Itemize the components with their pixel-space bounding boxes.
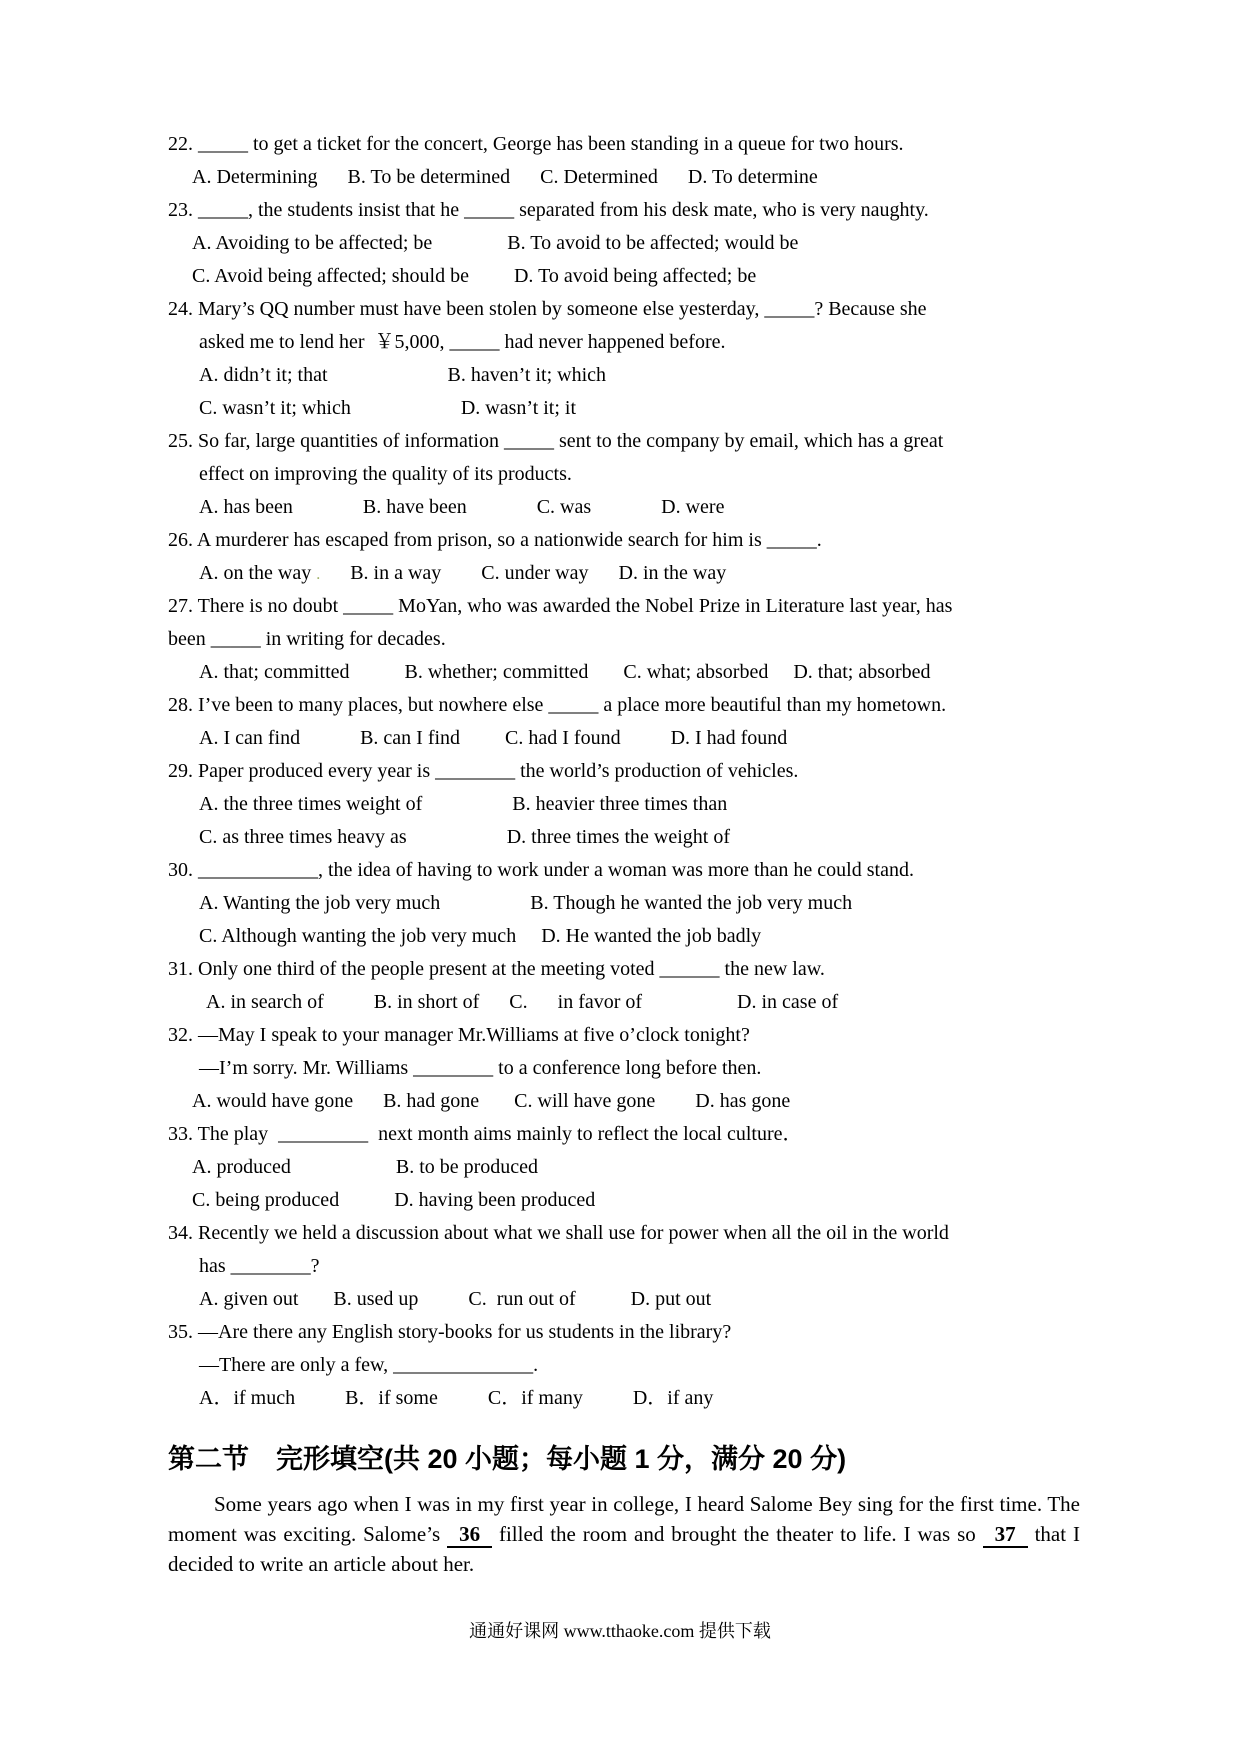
line-text: 22. _____ to get a ticket for the concert, George has been standing in a queue for two hours. (168, 133, 904, 155)
line-text: A. given out B. used up C. run out of D. put out (199, 1288, 712, 1310)
line-text: C. being produced D. having been produced (192, 1189, 596, 1211)
text-line (168, 227, 1080, 260)
text-line (168, 458, 1080, 491)
line-text: 32. —May I speak to your manager Mr.Williams at five o’clock tonight? (168, 1024, 750, 1046)
text-line (168, 1316, 1080, 1349)
text-line (168, 722, 1080, 755)
stray-mark: . (316, 566, 321, 583)
line-text: 23. _____, the students insist that he _____ separated from his desk mate, who is very naughty. (168, 199, 929, 221)
line-text: 28. I’ve been to many places, but nowhere else _____ a place more beautiful than my hometown. (168, 694, 947, 716)
cloze-text-post: that I decided to write an article about her. (168, 1522, 1080, 1576)
line-text: 26. A murderer has escaped from prison, so a nationwide search for him is _____. (168, 529, 822, 551)
text-line (168, 293, 1080, 326)
line-text: B. in a way C. under way D. in the way (320, 562, 727, 584)
text-line (168, 1349, 1080, 1382)
cloze-blank-37: 37 (983, 1522, 1028, 1548)
line-text: A. in search of B. in short of C. in favor of D. in case of (206, 991, 839, 1013)
text-line (168, 392, 1080, 425)
text-line (168, 491, 1080, 524)
text-line (168, 920, 1080, 953)
line-text: A. I can find B. can I find C. had I found D. I had found (199, 727, 788, 749)
line-text: C. as three times heavy as D. three times the weight of (199, 826, 730, 848)
text-line (168, 1250, 1080, 1283)
text-line (168, 854, 1080, 887)
text-line (168, 1382, 1080, 1415)
line-text: A. would have gone B. had gone C. will have gone D. has gone (192, 1090, 791, 1112)
line-text: A. produced B. to be produced (192, 1156, 539, 1178)
line-text: effect on improving the quality of its products. (199, 463, 572, 485)
text-line (168, 953, 1080, 986)
text-line (168, 128, 1080, 161)
text-line (168, 1085, 1080, 1118)
line-text: C. Avoid being affected; should be D. To avoid being affected; be (192, 265, 757, 287)
page-footer: 通通好课网 www.tthaoke.com 提供下载 (469, 1621, 771, 1641)
text-line (168, 1184, 1080, 1217)
line-text: A．if much B．if some C．if many D．if any (199, 1387, 714, 1409)
text-line (168, 1118, 1080, 1151)
line-text: 25. So far, large quantities of information _____ sent to the company by email, which has a great (168, 430, 944, 452)
line-text: 29. Paper produced every year is ________ the world’s production of vehicles. (168, 760, 799, 782)
text-line (168, 788, 1080, 821)
cloze-blank-36: 36 (447, 1522, 492, 1548)
line-text: A. that; committed B. whether; committed C. what; absorbed D. that; absorbed (199, 661, 931, 683)
text-line (168, 1283, 1080, 1316)
line-text: asked me to lend her ￥5,000, _____ had never happened before. (199, 331, 726, 353)
line-text: C. wasn’t it; which D. wasn’t it; it (199, 397, 577, 419)
line-text: —I’m sorry. Mr. Williams ________ to a conference long before then. (199, 1057, 762, 1079)
question-list (168, 128, 1080, 1415)
text-line (168, 1019, 1080, 1052)
text-line (168, 326, 1080, 359)
line-text: A. has been B. have been C. was D. were (199, 496, 725, 518)
text-line (168, 755, 1080, 788)
line-text: A. Wanting the job very much B. Though he wanted the job very much (199, 892, 853, 914)
exam-page-content (168, 128, 1080, 1579)
line-text: A. Avoiding to be affected; be B. To avoid to be affected; would be (192, 232, 799, 254)
cloze-text-pre: Some years ago when I was in my first year in college, I heard Salome Bey sing for the first time. The moment was exciting. Salome’s (168, 1492, 1080, 1546)
line-text: A. Determining B. To be determined C. Determined D. To determine (192, 166, 818, 188)
line-text: A. didn’t it; that B. haven’t it; which (199, 364, 607, 386)
line-text: been _____ in writing for decades. (168, 628, 446, 650)
text-line (168, 1217, 1080, 1250)
text-line (168, 359, 1080, 392)
text-line (168, 821, 1080, 854)
text-line (168, 986, 1080, 1019)
text-line (168, 689, 1080, 722)
cloze-text-mid: filled the room and brought the theater to life. I was so (492, 1522, 983, 1546)
line-text: 27. There is no doubt _____ MoYan, who was awarded the Nobel Prize in Literature last year, has (168, 595, 953, 617)
text-line (168, 656, 1080, 689)
text-line (168, 1151, 1080, 1184)
text-line (168, 161, 1080, 194)
text-line (168, 887, 1080, 920)
line-text: 24. Mary’s QQ number must have been stolen by someone else yesterday, _____? Because she (168, 298, 927, 320)
line-text: 35. —Are there any English story-books for us students in the library? (168, 1321, 732, 1343)
cloze-paragraph (168, 1489, 1080, 1579)
line-text: 34. Recently we held a discussion about what we shall use for power when all the oil in the world (168, 1222, 949, 1244)
line-text: A. the three times weight of B. heavier three times than (199, 793, 728, 815)
text-line (168, 194, 1080, 227)
line-text: has ________? (199, 1255, 320, 1277)
line-text: 30. ____________, the idea of having to work under a woman was more than he could stand. (168, 859, 914, 881)
line-text: A. on the way (199, 562, 317, 584)
text-line (168, 557, 1080, 590)
line-text: 31. Only one third of the people present at the meeting voted ______ the new law. (168, 958, 825, 980)
text-line (168, 623, 1080, 656)
section-header: 第二节 完形填空(共 20 小题；每小题 1 分，满分 20 分) (168, 1444, 847, 1474)
text-line (168, 524, 1080, 557)
text-line (168, 590, 1080, 623)
line-text: C. Although wanting the job very much D. He wanted the job badly (199, 925, 762, 947)
text-line (168, 425, 1080, 458)
line-text: 33. The play _________ next month aims mainly to reflect the local culture． (168, 1123, 803, 1145)
line-text: —There are only a few, ______________. (199, 1354, 539, 1376)
text-line (168, 260, 1080, 293)
text-line (168, 1052, 1080, 1085)
